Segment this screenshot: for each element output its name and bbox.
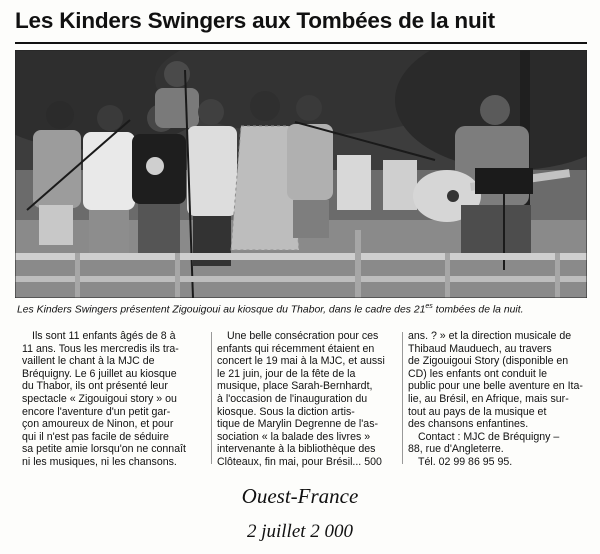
text-line: Thibaud Mauduech, au travers [408, 342, 552, 355]
article-column-3 [408, 330, 588, 469]
publication-date: 2 juillet 2 000 [246, 521, 354, 542]
text-line: intervenante à la bibliothèque des [217, 443, 376, 456]
text-line: qui il n'est pas facile de séduire [22, 430, 169, 443]
text-line: Clôteaux, fin mai, pour Brésil... 500 [217, 455, 382, 468]
text-line: musique, place Sarah-Bernhardt, [217, 380, 373, 393]
text-line: lie, au Brésil, en Afrique, mais sur- [408, 392, 569, 405]
column-divider [402, 332, 403, 464]
contact-line: Contact : MJC de Bréquigny – [418, 430, 560, 443]
text-line: enfants qui récemment étaient en [217, 342, 375, 355]
headline-rule [15, 42, 587, 44]
caption-text-end: tombées de la nuit. [432, 304, 524, 316]
text-line: ans. ? » et la direction musicale de [408, 330, 572, 342]
text-line: Ils sont 11 enfants âgés de 8 à [32, 330, 176, 342]
text-line: concert le 19 mai à la MJC, et aussi [217, 355, 385, 368]
article-photo [15, 50, 587, 298]
text-line: encore l'aventure d'un petit gar- [22, 405, 171, 418]
text-line: le 21 juin, jour de la fête de la [217, 367, 356, 380]
text-line: 11 ans. Tous les mercredis ils tra- [22, 342, 179, 355]
newspaper-name: Ouest-France [241, 484, 359, 508]
text-line: des chansons enfantines. [408, 418, 529, 431]
text-line: çon amoureux de Ninon, et pour [22, 418, 174, 431]
text-line: kiosque. Sous la diction artis- [217, 405, 355, 418]
text-line: tique de Marylin Degrenne de l'as- [217, 418, 379, 431]
text-line: Une belle consécration pour ces [227, 330, 379, 342]
text-line: vaillent le chant à la MJC de [22, 355, 155, 368]
text-line: Bréquigny. Le 6 juillet au kiosque [22, 367, 177, 380]
text-line: spectacle « Zigouigoui story » ou [22, 392, 177, 405]
text-line: à l'occasion de l'inauguration du [217, 392, 368, 405]
text-line: public pour une belle aventure en Ita- [408, 380, 583, 393]
text-line: sociation « la balade des livres » [217, 430, 371, 443]
text-line: tout au pays de la musique et [408, 405, 547, 418]
text-line: de Zigouigoui Story (disponible en [408, 355, 569, 368]
article-body [15, 330, 589, 470]
article-column-1 [22, 330, 202, 469]
column-divider [211, 332, 212, 464]
photo-caption [17, 303, 587, 315]
text-line: ni les musiques, ni les chansons. [22, 455, 177, 468]
text-line: sa petite amie lorsqu'on ne connaît [22, 443, 186, 456]
text-line: du Thabor, ils ont présenté leur [22, 380, 168, 393]
caption-text: Les Kinders Swingers présentent Zigouigoui au kiosque du Thabor, dans le cadre des 21 [17, 304, 426, 316]
text-line: CD) les enfants ont conduit le [408, 367, 547, 380]
address-line: 88, rue d'Angleterre. [408, 443, 504, 456]
article-column-2 [217, 330, 397, 469]
headline: Les Kinders Swingers aux Tombées de la nuit [15, 8, 495, 33]
phone-line: Tél. 02 99 86 95 95. [418, 455, 513, 468]
caption-superscript: es [425, 303, 433, 310]
